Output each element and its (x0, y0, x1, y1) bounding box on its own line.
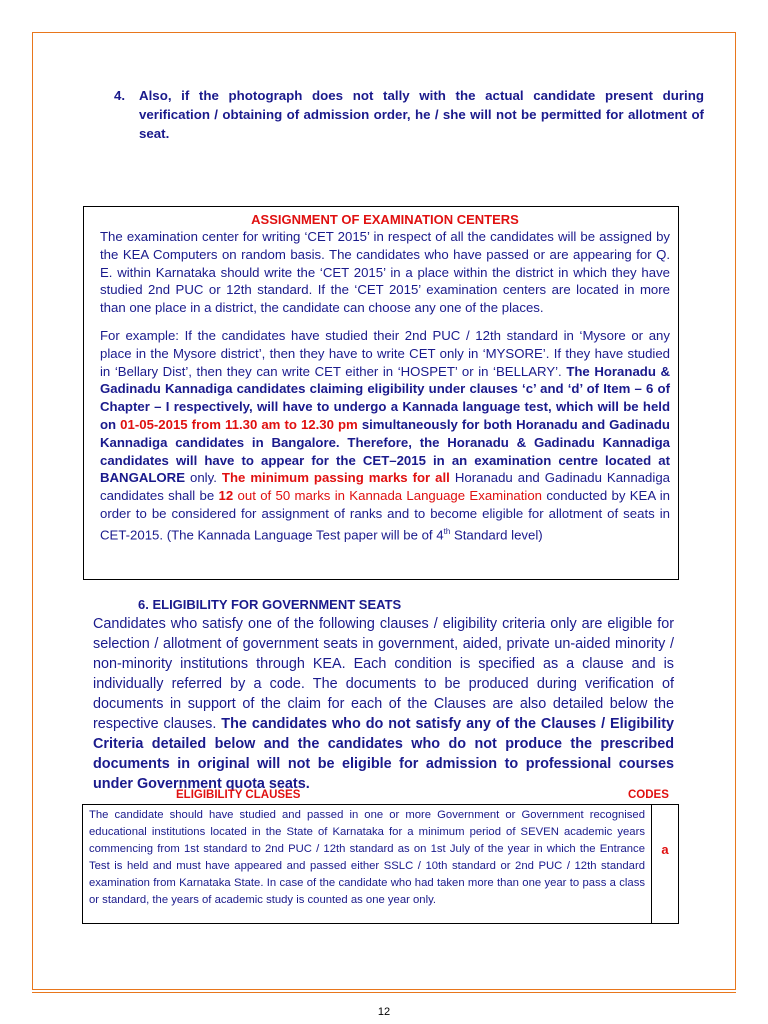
section-6-intro: Candidates who satisfy one of the following clauses / eligibility criteria only are eligible for selection / allotment of government seats in government, aided, private un-aided minority / non-minority institutions through KEA. Each condition is specified as a clause and is individually referred by a code. The documents to be produced during verification of documents in support of the claim for each of the Clauses are also detailed below the respective clauses. (93, 616, 674, 732)
page-number: 12 (377, 1006, 391, 1018)
section-6-body (93, 614, 674, 794)
section-6-title: 6. ELIGIBILITY FOR GOVERNMENT SEATS (138, 597, 402, 612)
section-6-warning: The candidates who do not satisfy any of the Clauses / Eligibility Criteria detailed below and the candidates who do not produce the prescribed documents in original will not be eligible for admission to professional courses under Government quota seats. (93, 716, 674, 792)
horanadu-text: The Horanadu & Gadinadu Kannadiga candidates claiming eligibility under clauses ‘c’ and ‘d’ of Item – 6 of Chapter – I respectively, will have to undergo a Kannada language test, which will be held on (100, 363, 670, 432)
exam-centers-title: ASSIGNMENT OF EXAMINATION CENTERS (251, 212, 519, 227)
codes-header: CODES (628, 789, 669, 801)
exam-centers-box (83, 206, 679, 580)
exam-centers-paragraph-1: The examination center for writing ‘CET 2015’ in respect of all the candidates will be assigned by the KEA Computers on random basis. The candidates who have passed or are appearing for Q. E. within Karnataka should write the ‘CET 2015’ in a place within the district in which they have studied 2nd PUC or 12th standard. If the ‘CET 2015’ examination centers are located in more than one place in a district, the candidate can choose any one of the places. (100, 229, 670, 316)
footer-rule (32, 992, 736, 993)
clause-a-text: The candidate should have studied and passed in one or more Government or Government recognised educational institutions located in the State of Karnataka for a minimum period of SEVEN academic years commencing from 1st standard to 2nd PUC / 12th standard as on 1st July of the year in which the Entrance Test is held and must have appeared and passed either SSLC / 10th standard or 2nd PUC / 12th standard examination from Karnataka State. In case of the candidate who had taken more than one year to pass a class or standard, the years of academic study is counted as one year only. (83, 805, 652, 923)
only-text: only. (190, 470, 217, 486)
superscript-th: th (443, 526, 451, 536)
example-text: For example: If the candidates have studied their 2nd PUC / 12th standard in ‘Mysore or any place in the Mysore district’, then they have to write CET only in ‘MYSORE’. If they have studied in ‘Bellary Dist’, then they can write CET either in ‘HOSPET’ or in ‘BELLARY’. (100, 327, 670, 379)
test-date: 01-05-2015 from 11.30 am to 12.30 pm (120, 416, 358, 432)
standard-level-text: Standard level) (453, 527, 543, 543)
exam-centers-paragraph-2 (100, 327, 670, 544)
clause-a-code: a (661, 841, 669, 857)
min-marks-out-of: out of 50 marks in Kannada Language Examination (237, 488, 542, 504)
point-4 (114, 86, 704, 143)
point-4-text: Also, if the photograph does not tally with the actual candidate present during verification / obtaining of admission order, he / she will not be permitted for allotment of seat. (139, 88, 704, 141)
eligibility-table (82, 804, 679, 924)
rank-eligibility-text: conducted by KEA in order to be considered for assignment of ranks and to become eligible for allotment of seats in CET-2015. (The Kannada Language Test paper will be of 4 (100, 488, 670, 543)
min-marks-lead: The minimum passing marks for all (221, 470, 450, 486)
min-marks-value: 12 (218, 488, 234, 504)
point-4-number: 4. (114, 88, 126, 103)
min-marks-candidates: Horanadu and Gadinadu Kannadiga candidates shall be (100, 470, 670, 504)
eligibility-clauses-header: ELIGIBILITY CLAUSES (176, 789, 301, 801)
bangalore-text: simultaneously for both Horanadu and Gadinadu Kannadiga candidates in Bangalore. Therefore, the Horanadu & Gadinadu Kannadiga candidates will have to appear for the CET–2015 in an examination centre located at BANGALORE (100, 416, 670, 486)
